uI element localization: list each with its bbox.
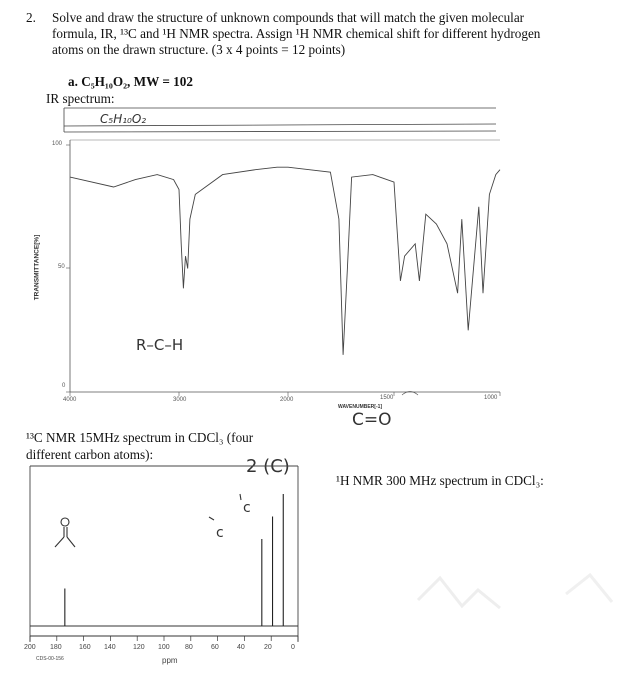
c13-hand-structure	[55, 494, 241, 547]
c13-hand-label-c-1: c	[216, 525, 224, 541]
question-line-1: Solve and draw the structure of unknown compounds that will match the given molecular	[52, 10, 525, 25]
c13-xtick-label-0: 0	[291, 644, 295, 651]
c13-hand-oxygen	[61, 518, 69, 526]
ir-xtick-label-1500: 1500	[380, 395, 394, 401]
c13-xtick-label-80: 80	[185, 644, 193, 651]
c13-xtick-label-60: 60	[211, 644, 219, 651]
ir-ytick-label-100: 100	[52, 141, 63, 147]
ir-ytick-label-0: 0	[62, 383, 66, 389]
c13-xtick-label-20: 20	[264, 644, 272, 651]
part-a-label: a. C₅H₁₀O₂, MW = 102	[68, 74, 193, 89]
c13-hand-tick-1	[209, 517, 214, 520]
c13-hand-tick-2	[240, 494, 241, 500]
c13-xtick-label-160: 160	[79, 644, 91, 651]
ir-ytick-label-50: 50	[58, 264, 65, 270]
faint-bleed-mark-2	[566, 575, 612, 602]
c13-hand-bond-4	[67, 537, 75, 547]
h1-title: ¹H NMR 300 MHz spectrum in CDCl₃:	[336, 473, 544, 488]
c13-title-line-2: different carbon atoms):	[26, 447, 154, 462]
ir-y-axis-title: TRANSMITTANCE[%]	[33, 234, 41, 301]
c13-hand-label-c-2: c	[243, 500, 251, 516]
ir-xtick-label-2000: 2000	[280, 397, 294, 403]
question-number: 2.	[26, 10, 36, 25]
question-line-2: formula, IR, ¹³C and ¹H NMR spectra. Assign ¹H NMR chemical shift for different hydrogen	[52, 26, 541, 41]
ir-xtick-label-1000: 1000	[484, 395, 498, 401]
ir-header-formula: C₅H₁₀O₂	[100, 112, 147, 126]
c13-xtick-label-40: 40	[237, 644, 245, 651]
c13-xtick-label-180: 180	[50, 644, 62, 651]
c13-xtick-label-100: 100	[158, 644, 170, 651]
c13-xtick-label-140: 140	[104, 644, 116, 651]
c13-x-unit: ppm	[162, 656, 178, 665]
c13-xtick-label-200: 200	[24, 644, 36, 651]
c13-small-note: CDS-00-156	[36, 656, 64, 662]
c13-hand-bond-3	[55, 537, 64, 547]
faint-bleed-mark	[418, 578, 500, 608]
ir-annotation-co: C=O	[352, 410, 392, 430]
c13-handwritten-2c: 2 (C)	[246, 456, 290, 477]
ir-xtick-label-4000: 4000	[63, 397, 77, 403]
ir-spectrum-label: IR spectrum:	[46, 91, 115, 106]
ir-x-axis-title: WAVENUMBER[-1]	[338, 404, 383, 410]
c13-title-line-1: ¹³C NMR 15MHz spectrum in CDCl₃ (four	[26, 430, 254, 445]
c13-x-ticks	[30, 636, 298, 641]
ir-xtick-label-3000: 3000	[173, 397, 187, 403]
ir-annotation-ch: R–C–H	[136, 336, 184, 354]
question-line-3: atoms on the drawn structure. (3 x 4 points = 12 points)	[52, 42, 346, 57]
c13-xtick-label-120: 120	[133, 644, 145, 651]
